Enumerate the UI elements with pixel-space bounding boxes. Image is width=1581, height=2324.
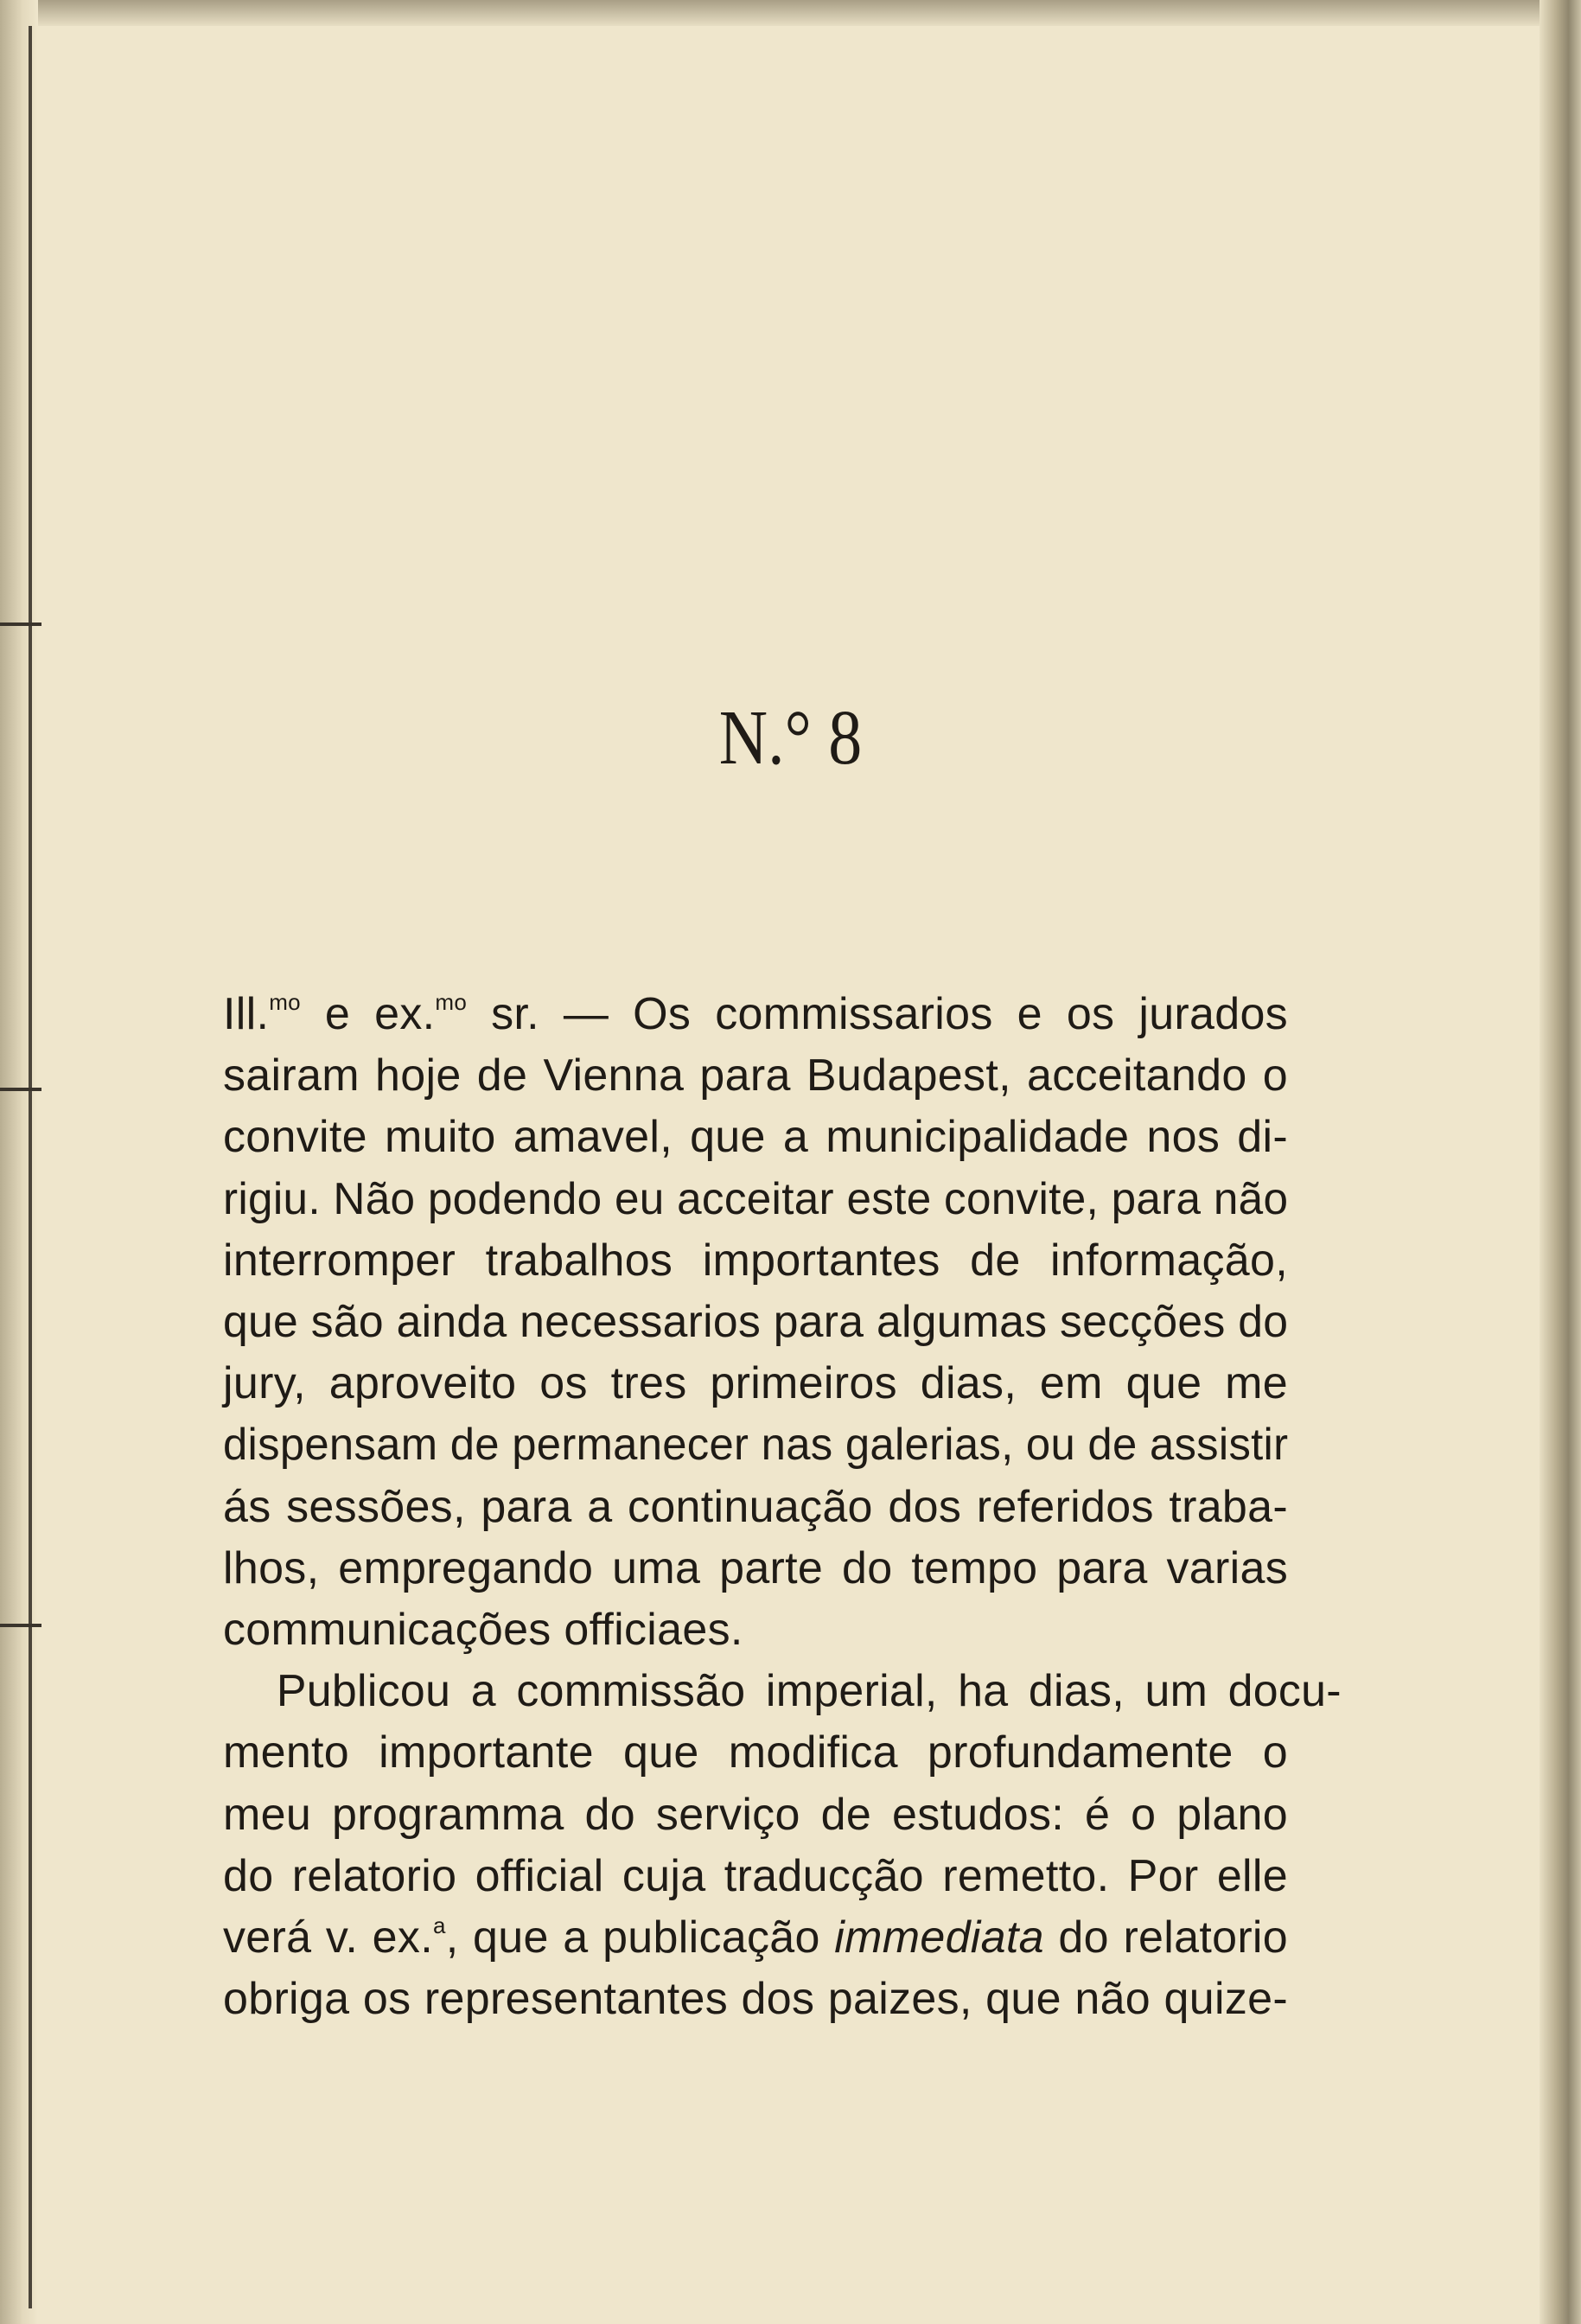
text-line: interromper trabalhos importantes de informação, bbox=[223, 1235, 1288, 1286]
page-right-edge bbox=[1540, 0, 1581, 2324]
text-line: Publicou a commissão imperial, ha dias, um docu- bbox=[276, 1666, 1342, 1717]
left-binding bbox=[0, 0, 38, 2324]
text-line: meu programma do serviço de estudos: é o plano bbox=[223, 1789, 1288, 1840]
text-line: mento importante que modifica profundamente o bbox=[223, 1727, 1288, 1778]
text-line: do relatorio official cuja traducção remetto. Por elle bbox=[223, 1850, 1288, 1901]
binding-thread-mark bbox=[0, 622, 41, 626]
text-line: Ill.$^{mo}$ e ex.$^{mo}$ sr. — Os commissarios e os jurados bbox=[223, 989, 1288, 1039]
text-line: dispensam de permanecer nas galerias, ou de assistir bbox=[223, 1420, 1289, 1471]
text-line: communicações officiaes. bbox=[223, 1605, 743, 1656]
paragraph-1 bbox=[223, 984, 1288, 1661]
text-line: que são ainda necessarios para algumas secções do bbox=[223, 1297, 1289, 1348]
text-line: obriga os representantes dos paizes, que não quize- bbox=[223, 1974, 1288, 2025]
letter-body bbox=[223, 984, 1342, 2030]
text-line: ás sessões, para a continuação dos referidos traba- bbox=[223, 1481, 1288, 1532]
text-line: jury, aproveito os tres primeiros dias, em que me bbox=[223, 1358, 1288, 1409]
text-line: rigiu. Não podendo eu acceitar este convite, para não bbox=[223, 1173, 1289, 1224]
document-number-heading: N.° 8 bbox=[718, 693, 863, 781]
binding-thread-mark bbox=[0, 1088, 41, 1091]
binding-line bbox=[29, 26, 32, 2308]
paragraph-2 bbox=[223, 1661, 1342, 2030]
page-top-edge bbox=[26, 0, 1556, 26]
text-line: lhos, empregando uma parte do tempo para varias bbox=[223, 1542, 1288, 1593]
text-line: convite muito amavel, que a municipalidade nos di- bbox=[223, 1112, 1288, 1163]
binding-thread-mark bbox=[0, 1624, 41, 1627]
text-line: verá v. ex.$^a$, que a publicação immediata do relatorio bbox=[223, 1912, 1289, 1963]
text-line: sairam hoje de Vienna para Budapest, acceitando o bbox=[223, 1050, 1288, 1101]
